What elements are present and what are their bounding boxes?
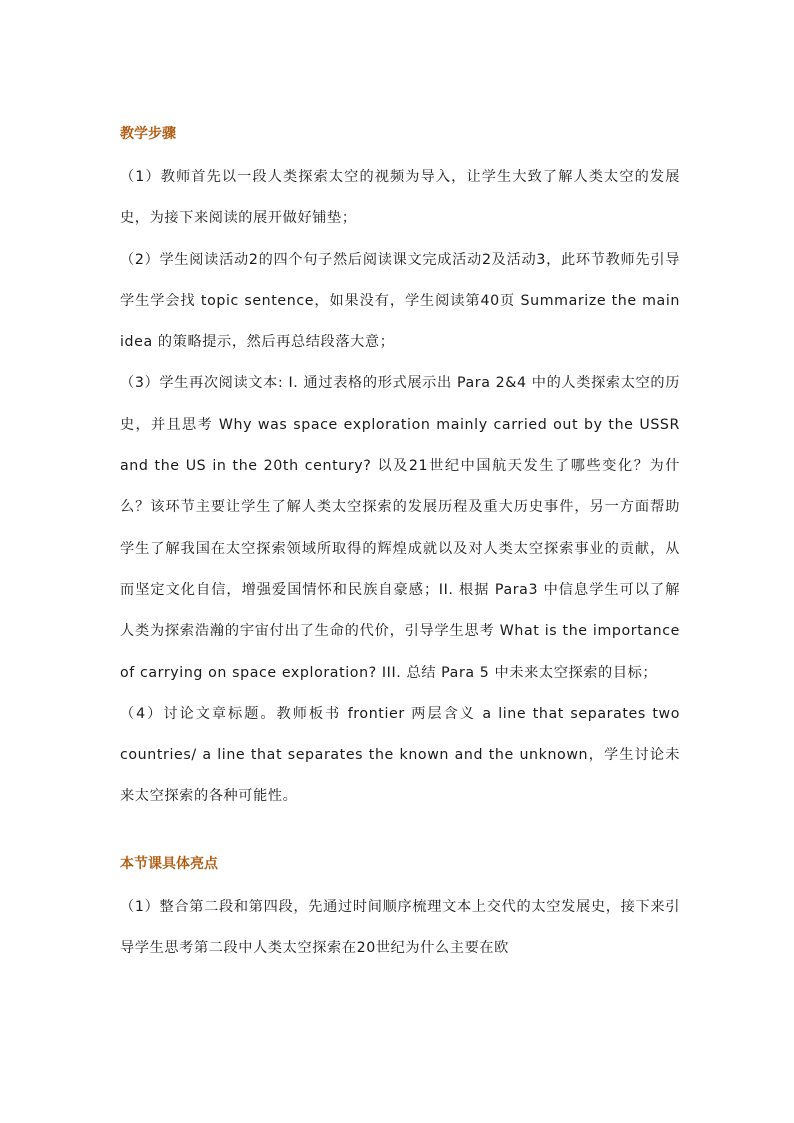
section-heading-teaching-steps: 教学步骤 bbox=[120, 126, 176, 142]
step-4-paragraph: （4）讨论文章标题。教师板书 frontier 两层含义 a line that separates two countries/ a line that separates the known and the unknown，学生讨论未来太空探索的各种可能性。 bbox=[120, 705, 680, 805]
highlight-1-paragraph: （1）整合第二段和第四段，先通过时间顺序梳理文本上交代的太空发展史，接下来引导学生思考第二段中人类太空探索在20世纪为什么主要在欧 bbox=[120, 898, 680, 957]
section-gap bbox=[120, 818, 680, 854]
step-3-paragraph: （3）学生再次阅读文本: I. 通过表格的形式展示出 Para 2&4 中的人类探索太空的历史，并且思考 Why was space exploration mainly carried out by the USSR and the US in the 20th century? 以及21世纪中国航天发生了哪些变化？为什么？该环节主要让学生了解人类太空探索的发展历程及重大历史事件，另一方面帮助学生了解我国在太空探索领域所取得的辉煌成就以及对人类太空探索事业的贡献，从而坚定文化自信，增强爱国情怀和民族自豪感；II. 根据 Para3 中信息学生可以了解人类为探索浩瀚的宇宙付出了生命的代价，引导学生思考 What is the importance of carrying on space exploration? III. 总结 Para 5 中未来太空探索的目标； bbox=[120, 375, 680, 681]
step-1-paragraph: （1）教师首先以一段人类探索太空的视频为导入，让学生大致了解人类太空的发展史，为接下来阅读的展开做好铺垫； bbox=[120, 169, 680, 227]
section-heading-highlights: 本节课具体亮点 bbox=[120, 855, 218, 872]
document-content bbox=[120, 124, 680, 969]
step-2-paragraph: （2）学生阅读活动2的四个句子然后阅读课文完成活动2及活动3，此环节教师先引导学生学会找 topic sentence，如果没有，学生阅读第40页 Summarize the main idea 的策略提示，然后再总结段落大意； bbox=[120, 251, 680, 351]
